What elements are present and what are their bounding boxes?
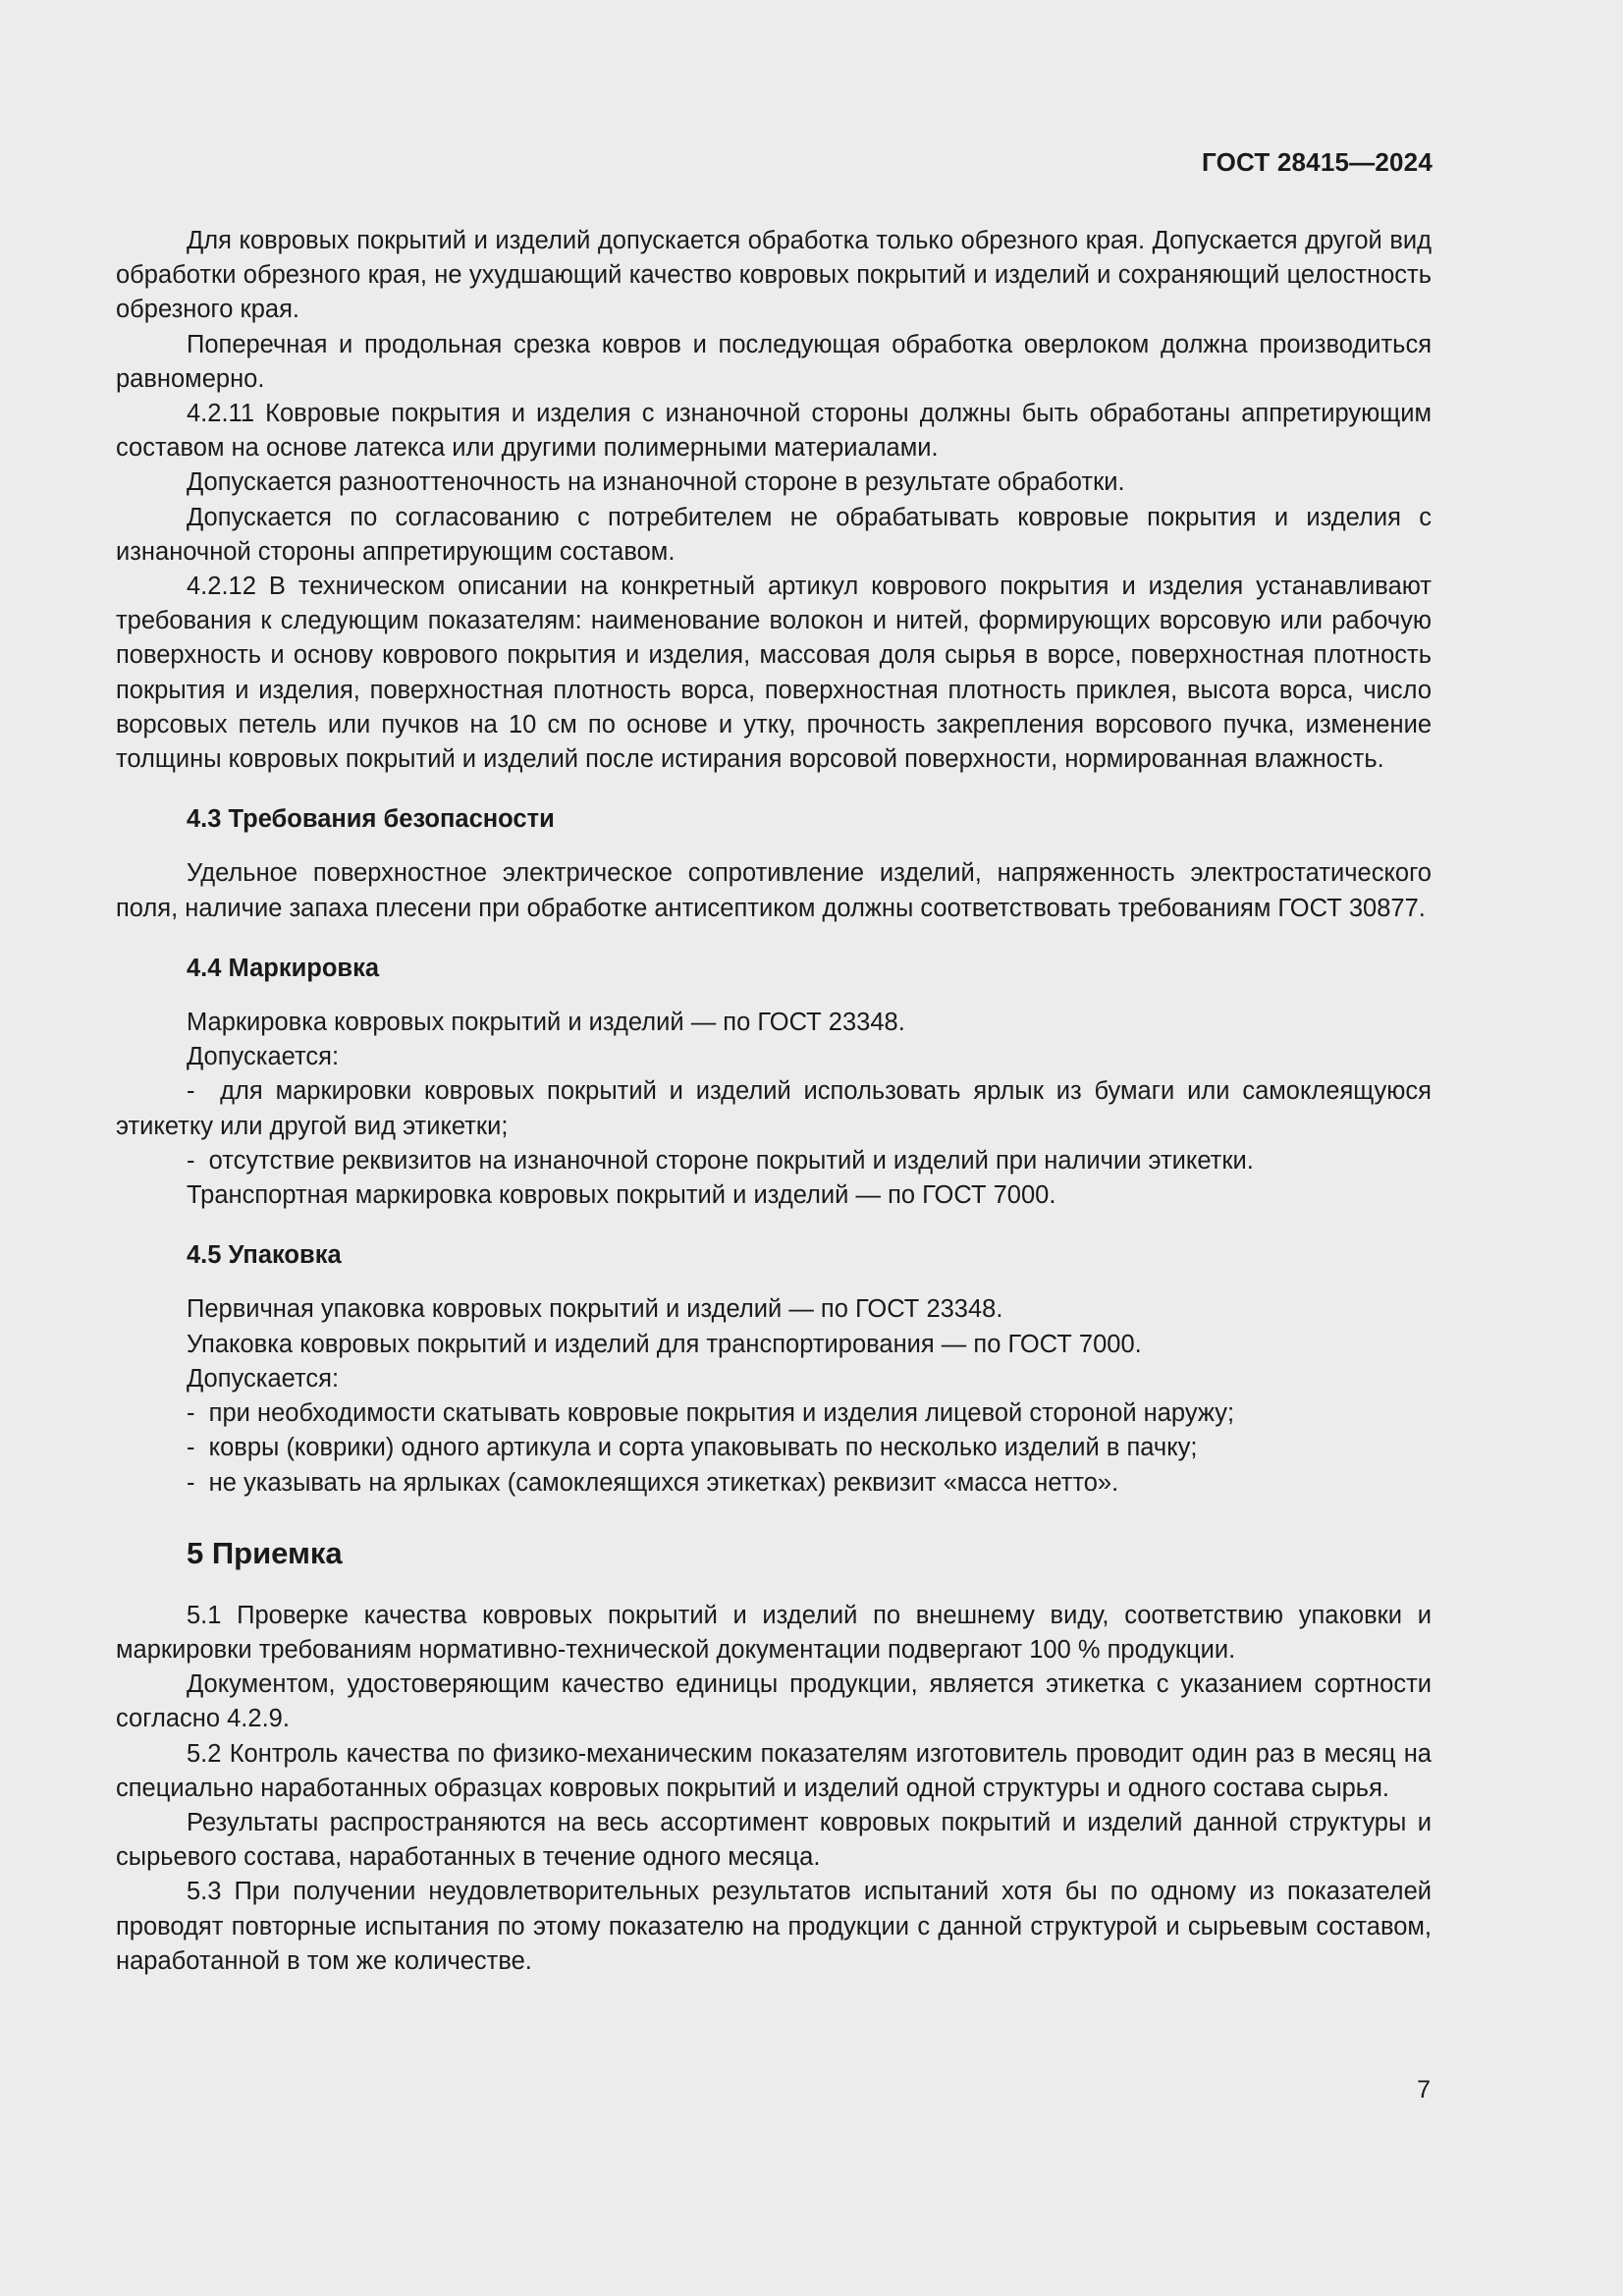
paragraph: Допускается: [187,1043,340,1071]
paragraph: Удельное поверхностное электрическое сопротивление изделий, напряженность электростатического поля, наличие запаха плесени при обработке антисептиком должны соответствовать требованиям ГОСТ 30877. [116,859,1432,922]
paragraph: Допускается: [187,1364,340,1393]
paragraph: Документом, удостоверяющим качество единицы продукции, является этикетка с указанием сортности согласно 4.2.9. [116,1670,1432,1733]
paragraph: Поперечная и продольная срезка ковров и последующая обработка оверлоком должна производиться равномерно. [116,330,1432,393]
paragraph-5-2: 5.2 Контроль качества по физико-механическим показателям изготовитель проводит один раз в месяц на специально наработанных образцах ковровых покрытий и изделий одной структуры и одного состава сырья. [116,1739,1432,1802]
page-number: 7 [1417,2076,1431,2104]
list-item: - при необходимости скатывать ковровые покрытия и изделия лицевой стороной наружу; [116,1396,1432,1431]
paragraph-4-2-11: 4.2.11 Ковровые покрытия и изделия с изнаночной стороны должны быть обработаны аппретирующим составом на основе латекса или другими полимерными материалами. [116,400,1432,463]
paragraph-4-2-12: 4.2.12 В техническом описании на конкретный артикул коврового покрытия и изделия устанавливают требования к следующим показателям: наименование волокон и нитей, формирующих ворсовую или рабочую поверхность и основу коврового покрытия и изделия, массовая доля сырья в ворсе, поверхностная плотность покрытия и изделия, поверхностная плотность ворса, поверхностная плотность приклея, высота ворса, число ворсовых петель или пучков на 10 см по основе и утку, прочность закрепления ворсового пучка, изменение толщины ковровых покрытий и изделий после истирания ворсовой поверхности, нормированная влажность. [116,573,1432,774]
paragraph: Маркировка ковровых покрытий и изделий — по ГОСТ 23348. [187,1009,905,1037]
list-item: - для маркировки ковровых покрытий и изделий использовать ярлык из бумаги или самоклеящуюся этикетку или другой вид этикетки; [116,1074,1432,1143]
paragraph-5-1: 5.1 Проверке качества ковровых покрытий и изделий по внешнему виду, соответствию упаковки и маркировки требованиям нормативно-технической документации подвергают 100 % продукции. [116,1601,1432,1664]
list-item: - отсутствие реквизитов на изнаночной стороне покрытий и изделий при наличии этикетки. [116,1144,1432,1178]
paragraph: Первичная упаковка ковровых покрытий и изделий — по ГОСТ 23348. [187,1295,1003,1324]
paragraph: Транспортная маркировка ковровых покрытий и изделий — по ГОСТ 7000. [187,1181,1056,1210]
section-heading-4-4: 4.4 Маркировка [187,954,380,982]
section-heading-4-3: 4.3 Требования безопасности [187,805,555,834]
dash-list [116,1074,1432,1178]
list-item: - не указывать на ярлыках (самоклеящихся этикетках) реквизит «масса нетто». [116,1466,1432,1501]
paragraph: Результаты распространяются на весь ассортимент ковровых покрытий и изделий данной структуры и сырьевого состава, наработанных в течение одного месяца. [116,1808,1432,1872]
dash-list [116,1396,1432,1501]
paragraph-5-3: 5.3 При получении неудовлетворительных результатов испытаний хотя бы по одному из показателей проводят повторные испытания по этому показателю на продукции с данной структурой и сырьевым составом, наработанной в том же количестве. [116,1878,1432,1975]
document-code-header: ГОСТ 28415—2024 [1202,147,1433,177]
paragraph: Допускается разнооттеночность на изнаночной стороне в результате обработки. [187,468,1125,497]
paragraph: Упаковка ковровых покрытий и изделий для транспортирования — по ГОСТ 7000. [187,1330,1142,1358]
page-content [116,224,1432,1979]
paragraph: Допускается по согласованию с потребителем не обрабатывать ковровые покрытия и изделия с изнаночной стороны аппретирующим составом. [116,503,1432,566]
list-item: - ковры (коврики) одного артикула и сорта упаковывать по несколько изделий в пачку; [116,1431,1432,1465]
chapter-heading-5: 5 Приемка [187,1535,343,1570]
section-heading-4-5: 4.5 Упаковка [187,1241,342,1270]
paragraph: Для ковровых покрытий и изделий допускается обработка только обрезного края. Допускается другой вид обработки обрезного края, не ухудшающий качество ковровых покрытий и изделий и сохраняющий целостность обрезного края. [116,227,1432,324]
